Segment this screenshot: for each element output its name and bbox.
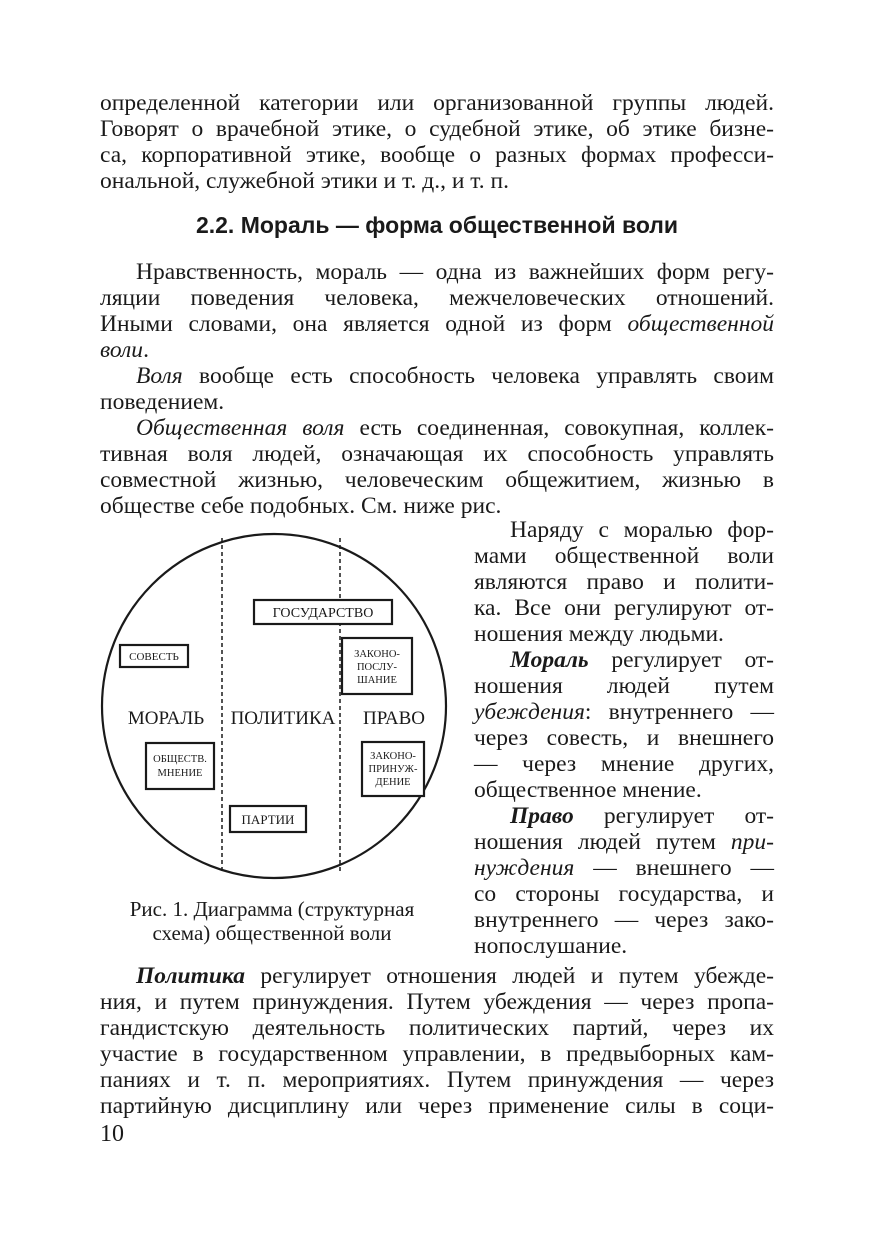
text-span: ношения людей путем [474,829,731,855]
text-line [474,855,774,881]
figure-caption-line: Рис. 1. Диаграмма (структурная [129,897,415,921]
box-label: ПАРТИИ [241,812,295,827]
box-sovest [120,645,188,667]
text-line [100,311,774,337]
text-line: через совесть, и внешнего [474,725,774,751]
section-heading: 2.2. Мораль — форма общественной воли [195,212,679,238]
text-line: мами общественной воли [474,543,774,569]
italic-term: общественной [627,311,774,337]
text-line: ляции поведения человека, межчеловеческих отношений. [100,285,774,311]
text-line: — через мнение других, [474,751,774,777]
text-line [136,415,774,441]
box-gosudarstvo [254,600,392,624]
social-will-diagram [96,528,456,888]
text-line [510,803,774,829]
text-line: Нравственность, мораль — одна из важнейших форм регу- [136,259,774,285]
text-span: Иными словами, она является одной из форм [100,311,628,337]
text-span: регулирует от- [573,803,774,829]
text-span: . [143,337,149,363]
text-line [474,829,774,855]
text-span: регулирует от- [588,647,774,673]
column-label-politika: ПОЛИТИКА [230,708,336,729]
text-line: са, корпоративной этике, вообще о разных формах професси- [100,142,774,168]
text-line [100,337,149,363]
text-line [136,963,774,989]
text-line: обществе себе подобных. См. ниже рис. [100,493,502,519]
text-line [510,647,774,673]
text-line [136,363,774,389]
text-line: ношения между людьми. [474,621,724,647]
text-line: участие в государственном управлении, в предвыборных кам- [100,1041,774,1067]
text-line: определенной категории или организованной группы людей. [100,90,774,116]
text-line: ональной, служебной этики и т. д., и т. п. [100,168,509,194]
text-line: паниях и т. п. мероприятиях. Путем принуждения — через [100,1067,774,1093]
box-label: МНЕНИЕ [157,768,203,779]
italic-term: убеждения [474,699,585,725]
italic-term: Воля [136,363,183,389]
box-zakonoprinuzhdenie [362,742,424,796]
italic-term: нуждения [474,855,575,881]
text-line: тивная воля людей, означающая их способность управлять [100,441,774,467]
italic-term: воли [100,337,144,363]
text-line: Наряду с моралью фор- [510,517,774,543]
box-label: ШАНИЕ [357,675,397,686]
text-line [474,699,774,725]
text-line: Говорят о врачебной этике, о судебной этике, об этике бизне- [100,116,774,142]
box-obshchestv-mnenie [146,743,214,789]
text-line: общественное мнение. [474,777,702,803]
text-line: являются право и полити- [474,569,774,595]
box-label: ПОСЛУ- [356,662,398,673]
text-span: : внутреннего — [584,699,774,725]
text-line: партийную дисциплину или через применение силы в соци- [100,1093,774,1119]
column-label-pravo: ПРАВО [363,708,425,729]
text-span: регулирует отношения людей и путем убежде- [245,963,774,989]
box-partii [230,806,306,832]
box-label: ОБЩЕСТВ. [153,754,207,765]
bold-term: Мораль [510,647,589,673]
box-zakonoposlushanie [342,638,412,694]
text-line: гандистскую деятельность политических партий, через их [100,1015,774,1041]
box-label: СОВЕСТЬ [129,651,179,663]
text-line: ния, и путем принуждения. Путем убеждения — через пропа- [100,989,774,1015]
text-span: есть соединенная, совокупная, коллек- [344,415,774,441]
italic-term: при- [730,829,774,855]
box-label: ПРИНУЖ- [368,764,418,775]
text-line: ношения людей путем [474,673,774,699]
box-label: ДЕНИЕ [375,777,411,788]
text-line: внутреннего — через зако- [474,907,774,933]
text-line: нопослушание. [474,933,628,959]
text-line: со стороны государства, и [474,881,774,907]
box-label: ГОСУДАРСТВО [272,606,374,621]
page-number: 10 [100,1121,124,1147]
text-line: совместной жизнью, человеческим общежитием, жизнью в [100,467,774,493]
box-label: ЗАКОНО- [370,751,416,762]
column-label-moral: МОРАЛЬ [127,708,205,729]
text-line: ка. Все они регулируют от- [474,595,774,621]
text-line: поведением. [100,389,225,415]
bold-term: Политика [136,963,245,989]
figure-caption-line: схема) общественной воли [152,921,392,945]
box-label: ЗАКОНО- [354,649,400,660]
text-span: — внешнего — [574,855,774,881]
italic-term: Общественная воля [136,415,345,441]
bold-term: Право [510,803,574,829]
text-span: вообще есть способность человека управлять своим [182,363,774,389]
